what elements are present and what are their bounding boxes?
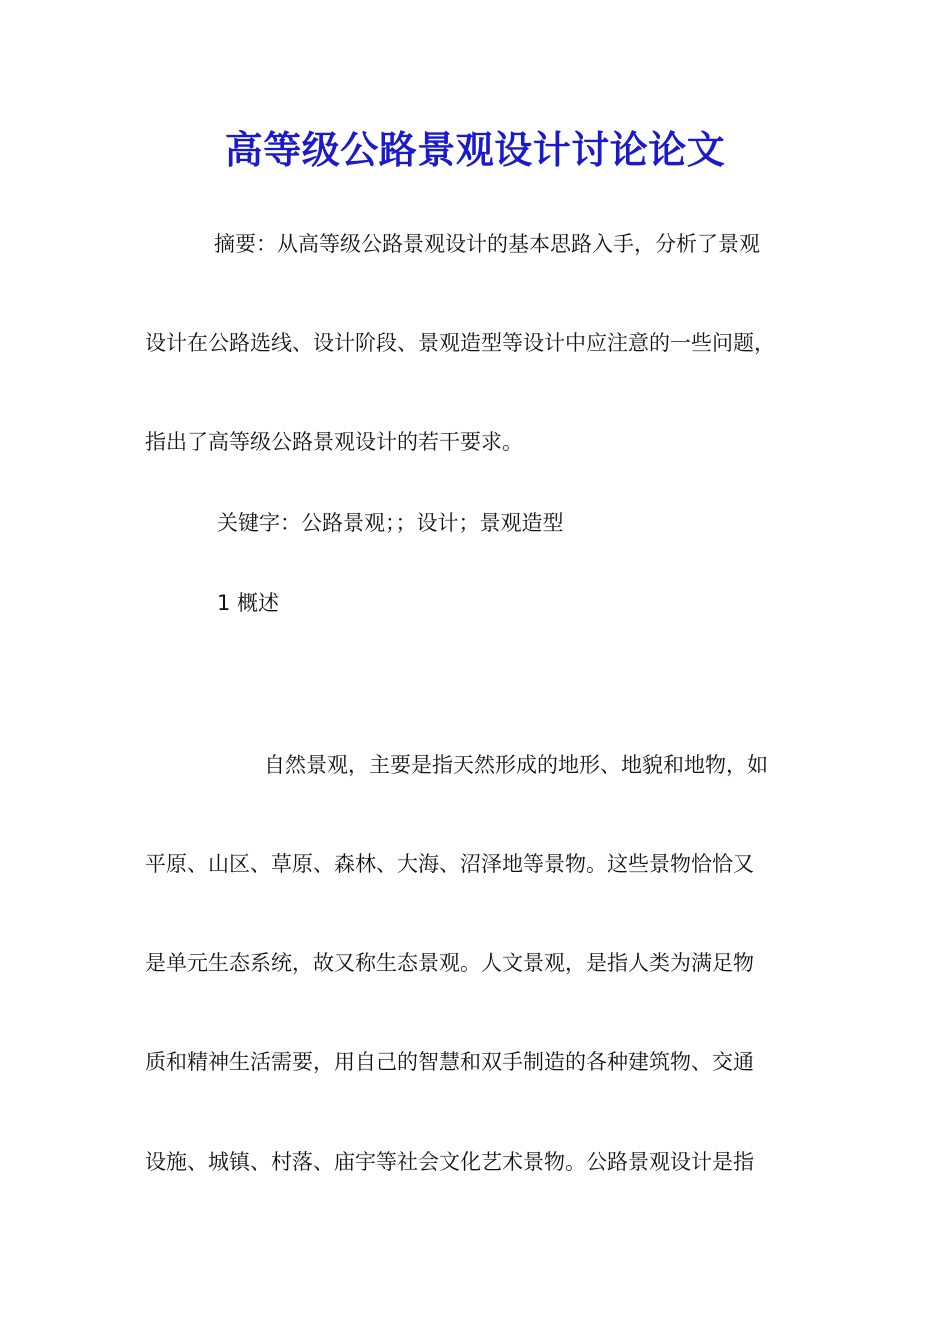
body-line-5: 设施、城镇、村落、庙宇等社会文化艺术景物。公路景观设计是指 (145, 1150, 754, 1174)
abstract-line-1: 摘要：从高等级公路景观设计的基本思路入手，分析了景观 (214, 232, 760, 256)
body-line-2: 平原、山区、草原、森林、大海、沼泽地等景物。这些景物恰恰又 (145, 852, 754, 876)
section-heading: 1 概述 (217, 591, 280, 615)
body-line-4: 质和精神生活需要，用自己的智慧和双手制造的各种建筑物、交通 (145, 1050, 754, 1074)
document-title: 高等级公路景观设计讨论论文 (224, 127, 726, 172)
abstract-line-2: 设计在公路选线、设计阶段、景观造型等设计中应注意的一些问题， (145, 331, 775, 355)
abstract-line-3: 指出了高等级公路景观设计的若干要求。 (145, 430, 523, 454)
keywords-line: 关键字：公路景观；；设计；景观造型 (217, 511, 564, 535)
body-line-1: 自然景观，主要是指天然形成的地形、地貌和地物，如 (264, 753, 768, 777)
body-line-3: 是单元生态系统，故又称生态景观。人文景观，是指人类为满足物 (145, 951, 754, 975)
